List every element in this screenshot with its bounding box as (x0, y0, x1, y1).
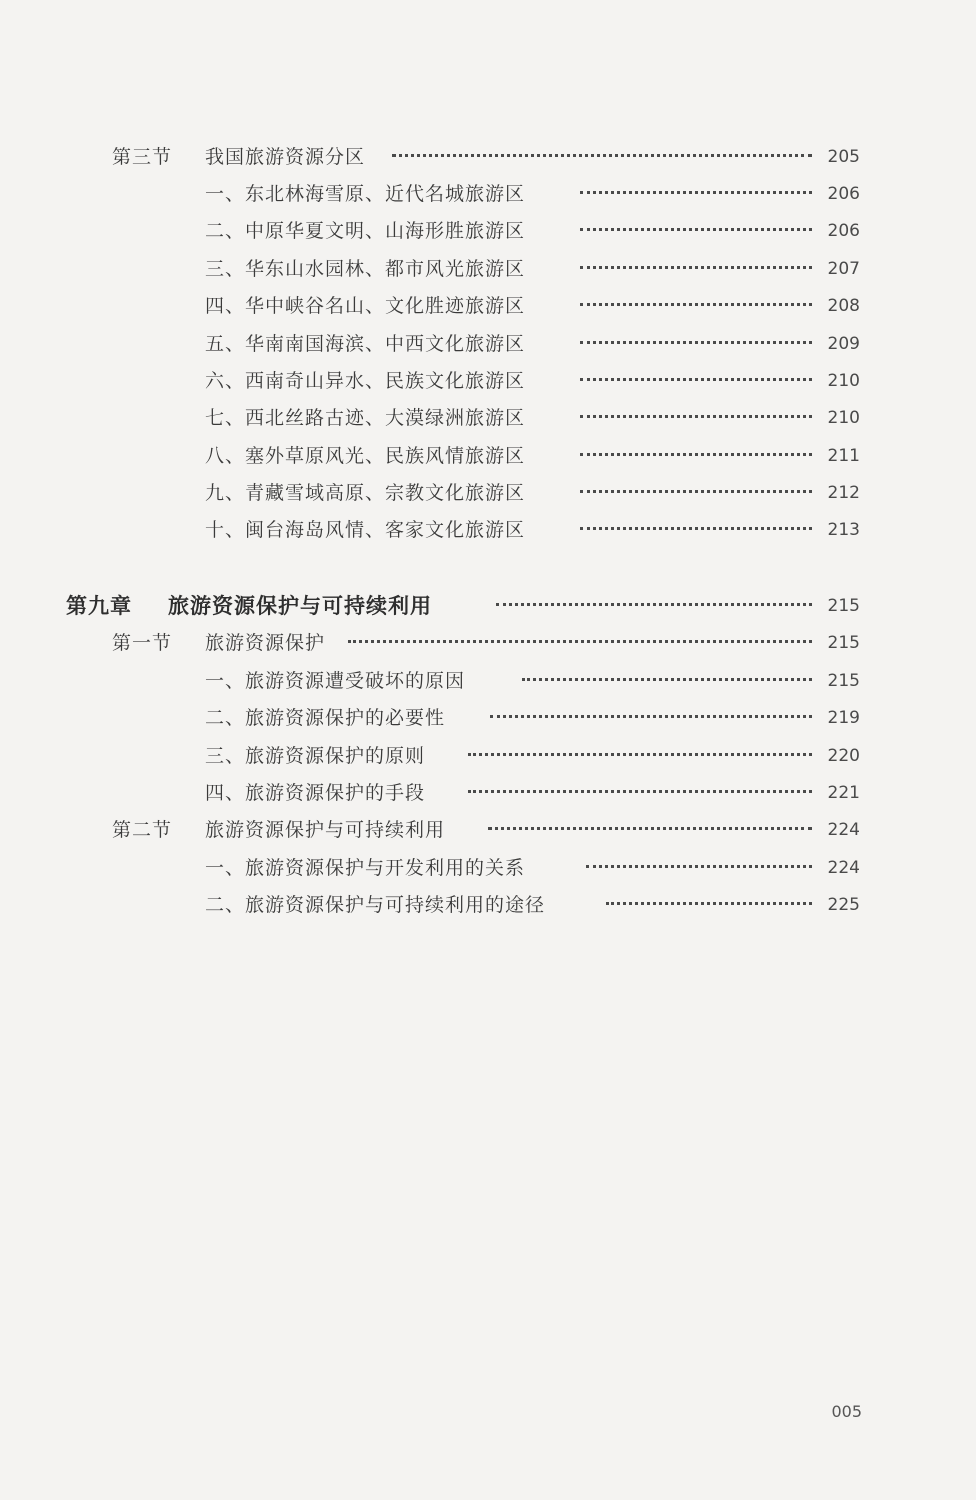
item-title: 四、华中峡谷名山、文化胜迹旅游区 (205, 295, 526, 317)
page-number: 224 (827, 820, 860, 840)
page-number: 225 (827, 895, 860, 915)
toc-item-row[interactable] (0, 666, 976, 696)
dot-leader (580, 341, 812, 344)
dot-leader (488, 827, 812, 830)
page-number: 221 (827, 783, 860, 803)
item-title: 二、旅游资源保护与可持续利用的途径 (205, 894, 546, 916)
toc-item-row[interactable] (0, 741, 976, 771)
toc-item-row[interactable] (0, 179, 976, 209)
dot-leader (580, 415, 812, 418)
item-title: 七、西北丝路古迹、大漠绿洲旅游区 (205, 407, 526, 429)
dot-leader (392, 154, 812, 157)
dot-leader (580, 303, 812, 306)
item-title: 六、西南奇山异水、民族文化旅游区 (205, 370, 526, 392)
page-number: 212 (827, 483, 860, 503)
item-title: 一、东北林海雪原、近代名城旅游区 (205, 183, 526, 205)
item-title: 五、华南南国海滨、中西文化旅游区 (205, 333, 526, 355)
dot-leader (580, 228, 812, 231)
page-number: 215 (827, 671, 860, 691)
page-number: 211 (827, 446, 860, 466)
dot-leader (496, 603, 812, 606)
toc-item-row[interactable] (0, 778, 976, 808)
section-title: 旅游资源保护与可持续利用 (205, 819, 446, 841)
item-title: 二、旅游资源保护的必要性 (205, 707, 446, 729)
item-title: 八、塞外草原风光、民族风情旅游区 (205, 445, 526, 467)
chapter-title: 旅游资源保护与可持续利用 (168, 594, 432, 618)
toc-item-row[interactable] (0, 890, 976, 920)
item-title: 十、闽台海岛风情、客家文化旅游区 (205, 519, 526, 541)
dot-leader (348, 640, 812, 643)
toc-item-row[interactable] (0, 254, 976, 284)
page-number: 213 (827, 520, 860, 540)
dot-leader (606, 902, 812, 905)
page-number: 209 (827, 334, 860, 354)
dot-leader (580, 527, 812, 530)
page-number: 215 (827, 596, 860, 616)
toc-section-row[interactable] (0, 628, 976, 658)
dot-leader (580, 266, 812, 269)
page-number: 206 (827, 184, 860, 204)
dot-leader (468, 753, 812, 756)
toc-item-row[interactable] (0, 291, 976, 321)
item-title: 二、中原华夏文明、山海形胜旅游区 (205, 220, 526, 242)
item-title: 三、华东山水园林、都市风光旅游区 (205, 258, 526, 280)
item-title: 一、旅游资源保护与开发利用的关系 (205, 857, 526, 879)
page-number: 210 (827, 408, 860, 428)
item-title: 一、旅游资源遭受破坏的原因 (205, 670, 466, 692)
section-number: 第三节 (112, 146, 173, 168)
toc-section-row[interactable] (0, 142, 976, 172)
toc-item-row[interactable] (0, 403, 976, 433)
dot-leader (580, 191, 812, 194)
toc-section-row[interactable] (0, 815, 976, 845)
page-number: 219 (827, 708, 860, 728)
page-number: 210 (827, 371, 860, 391)
page-number: 206 (827, 221, 860, 241)
section-number: 第一节 (112, 632, 173, 654)
section-title: 旅游资源保护 (205, 632, 326, 654)
toc-item-row[interactable] (0, 703, 976, 733)
page-number: 215 (827, 633, 860, 653)
section-number: 第二节 (112, 819, 173, 841)
page-number: 207 (827, 259, 860, 279)
toc-item-row[interactable] (0, 853, 976, 883)
toc-item-row[interactable] (0, 329, 976, 359)
dot-leader (580, 490, 812, 493)
dot-leader (580, 378, 812, 381)
toc-item-row[interactable] (0, 441, 976, 471)
toc-item-row[interactable] (0, 366, 976, 396)
item-title: 四、旅游资源保护的手段 (205, 782, 426, 804)
toc-item-row[interactable] (0, 216, 976, 246)
page-number: 205 (827, 147, 860, 167)
dot-leader (580, 453, 812, 456)
dot-leader (586, 865, 812, 868)
toc-item-row[interactable] (0, 478, 976, 508)
page-number: 224 (827, 858, 860, 878)
page-folio: 005 (831, 1402, 862, 1421)
page-number: 208 (827, 296, 860, 316)
dot-leader (468, 790, 812, 793)
toc-chapter-row[interactable] (0, 591, 976, 621)
page-number: 220 (827, 746, 860, 766)
dot-leader (490, 715, 812, 718)
item-title: 三、旅游资源保护的原则 (205, 745, 426, 767)
toc-item-row[interactable] (0, 515, 976, 545)
dot-leader (522, 678, 812, 681)
item-title: 九、青藏雪域高原、宗教文化旅游区 (205, 482, 526, 504)
chapter-number: 第九章 (66, 594, 132, 618)
section-title: 我国旅游资源分区 (205, 146, 366, 168)
